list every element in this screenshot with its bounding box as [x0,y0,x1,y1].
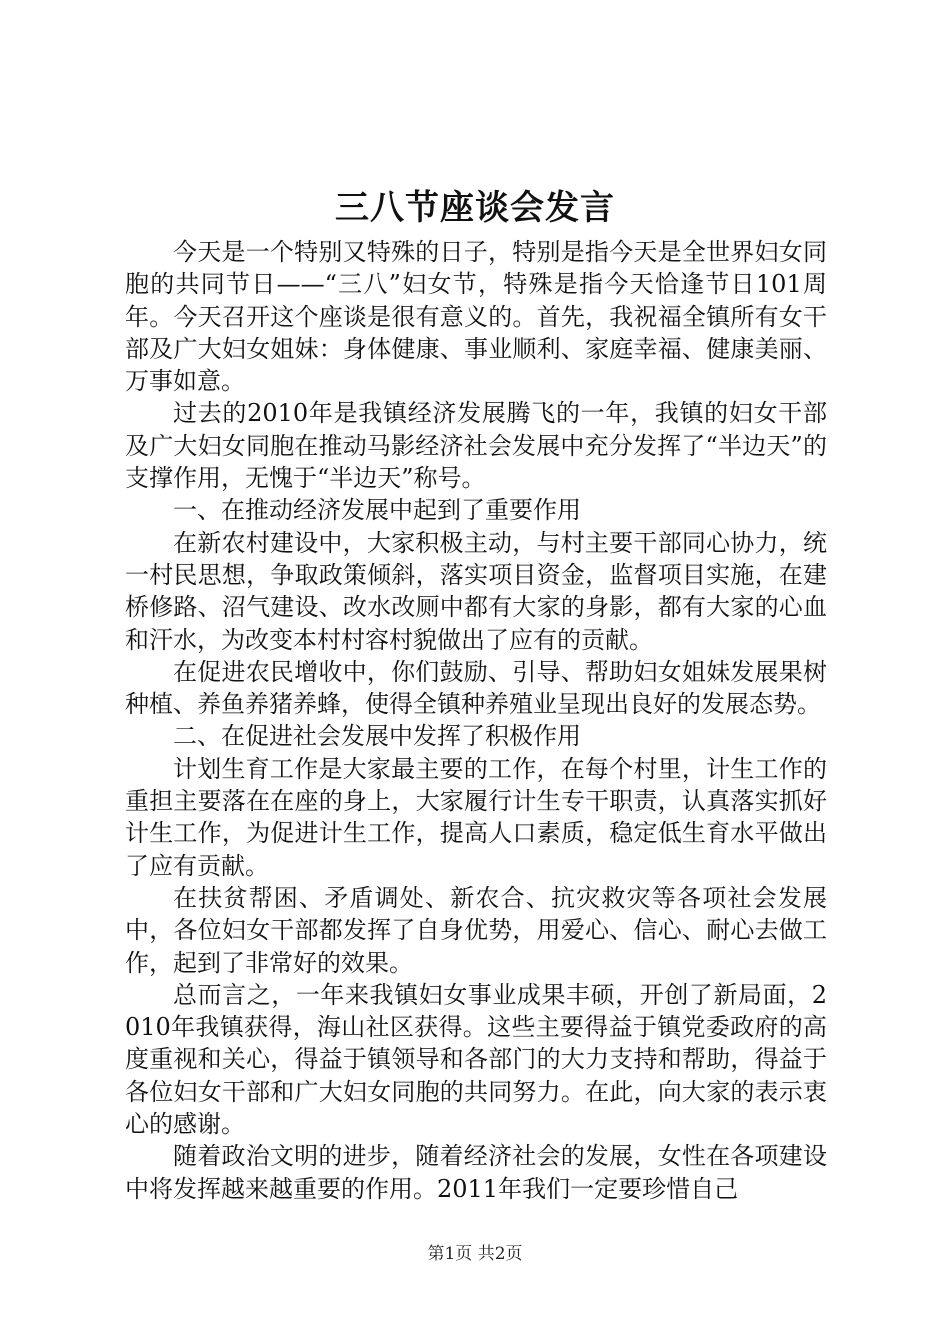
paragraph: 在促进农民增收中，你们鼓励、引导、帮助妇女姐妹发展果树种植、养鱼养猪养蜂，使得全镇种养殖业呈现出良好的发展态势。 [125,657,827,719]
paragraph: 计划生育工作是大家最主要的工作，在每个村里，计生工作的重担主要落在在座的身上，大家履行计生专干职责，认真落实抓好计生工作，为促进计生工作，提高人口素质，稳定低生育水平做出了应有贡献。 [125,754,827,880]
page-number: 第1页 共2页 [427,1244,523,1264]
paragraph: 总而言之，一年来我镇妇女事业成果丰硕，开创了新局面，2010年我镇获得，海山社区获得。这些主要得益于镇党委政府的高度重视和关心，得益于镇领导和各部门的大力支持和帮助，得益于各位妇女干部和广大妇女同胞的共同努力。在此，向大家的表示衷心的感谢。 [125,980,827,1139]
section-heading: 一、在推动经济发展中起到了重要作用 [173,496,581,525]
paragraph: 在扶贫帮困、矛盾调处、新农合、抗灾救灾等各项社会发展中，各位妇女干部都发挥了自身优势，用爱心、信心、耐心去做工作，起到了非常好的效果。 [125,883,827,977]
document-body [125,236,827,1205]
paragraph: 在新农村建设中，大家积极主动，与村主要干部同心协力，统一村民思想，争取政策倾斜，落实项目资金，监督项目实施，在建桥修路、沼气建设、改水改厕中都有大家的身影，都有大家的心血和汗水，为改变本村村容村貌做出了应有的贡献。 [125,528,827,654]
document-title: 三八节座谈会发言 [335,188,615,228]
paragraph: 今天是一个特别又特殊的日子，特别是指今天是全世界妇女同胞的共同节日——“三八”妇女节，特殊是指今天恰逢节日101周年。今天召开这个座谈是很有意义的。首先，我祝福全镇所有女干部及广大妇女姐妹：身体健康、事业顺利、家庭幸福、健康美丽、万事如意。 [125,238,827,396]
section-heading: 二、在促进社会发展中发挥了积极作用 [173,722,581,751]
paragraph: 随着政治文明的进步，随着经济社会的发展，女性在各项建设中将发挥越来越重要的作用。2011年我们一定要珍惜自己 [125,1142,827,1203]
paragraph: 过去的2010年是我镇经济发展腾飞的一年，我镇的妇女干部及广大妇女同胞在推动马影经济社会发展中充分发挥了“半边天”的支撑作用，无愧于“半边天”称号。 [125,399,827,493]
